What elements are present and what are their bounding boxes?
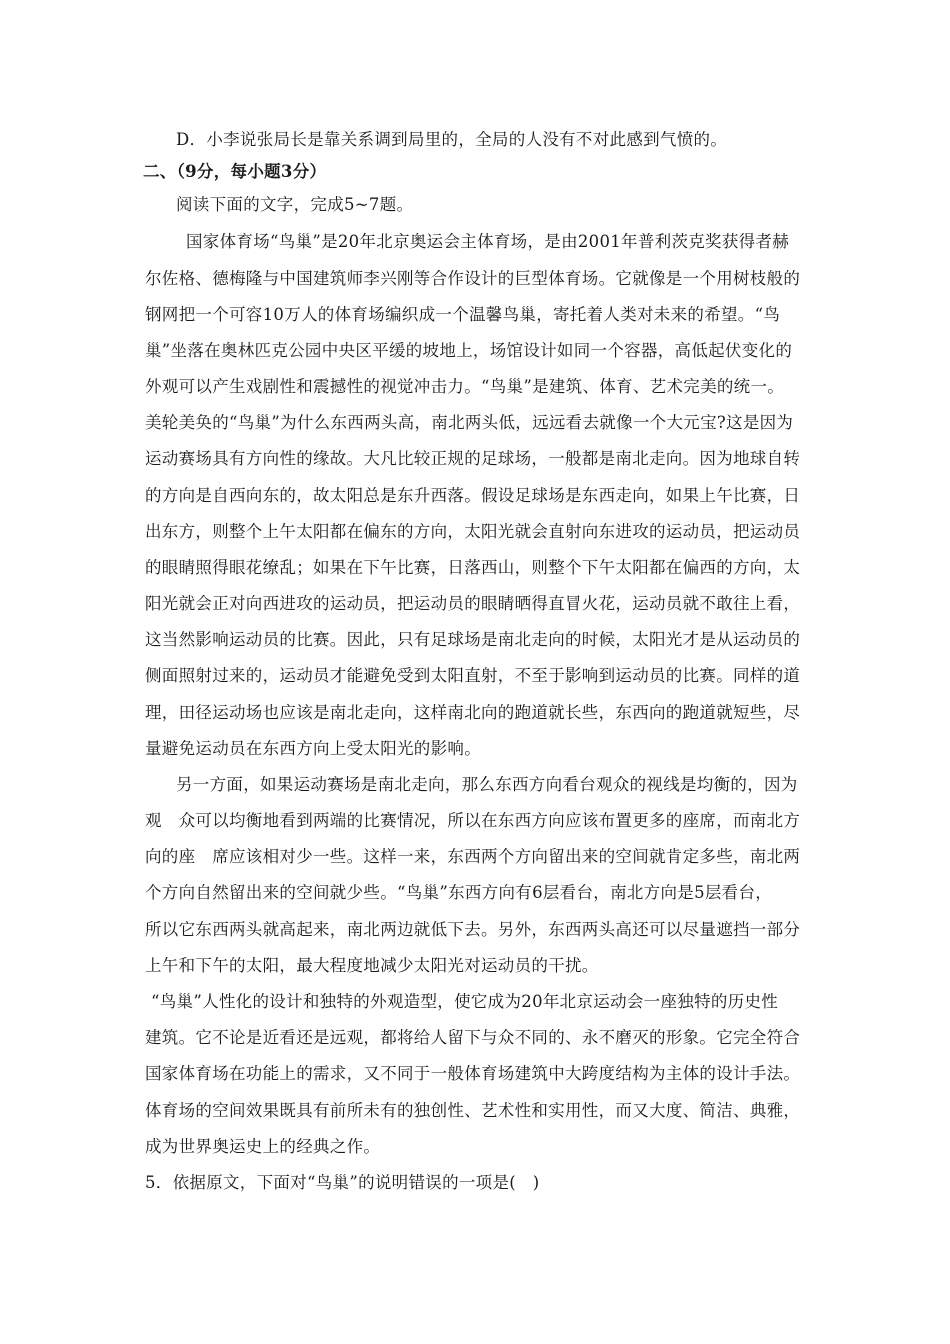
paragraph-line: 成为世界奥运史上的经典之作。 — [145, 1137, 381, 1156]
paragraph-line: 所以它东西两头就高起来，南北两边就低下去。另外，东西两头高还可以尽量遮挡一部分 — [145, 920, 801, 939]
paragraph-line: 国家体育场“鸟巢”是20年北京奥运会主体育场，是由2001年普利茨克奖获得者赫 — [186, 232, 790, 251]
paragraph-line: 建筑。它不论是近看还是远观，都将给人留下与众不同的、永不磨灭的形象。它完全符合 — [145, 1028, 801, 1047]
paragraph-line: 阳光就会正对向西进攻的运动员，把运动员的眼睛晒得直冒火花，运动员就不敢往上看， — [145, 594, 801, 613]
paragraph-line: 观 众可以均衡地看到两端的比赛情况，所以在东西方向应该布置更多的座席，而南北方 — [145, 811, 801, 830]
paragraph-line: 另一方面，如果运动赛场是南北走向，那么东西方向看台观众的视线是均衡的，因为 — [176, 775, 798, 794]
paragraph-line: 国家体育场在功能上的需求，又不同于一般体育场建筑中大跨度结构为主体的设计手法。 — [145, 1064, 801, 1083]
paragraph-line: 尔佐格、德梅隆与中国建筑师李兴刚等合作设计的巨型体育场。它就像是一个用树枝般的 — [145, 269, 801, 288]
paragraph-line: 向的座 席应该相对少一些。这样一来，东西两个方向留出来的空间就肯定多些，南北两 — [145, 847, 801, 866]
paragraph-line: 这当然影响运动员的比赛。因此，只有足球场是南北走向的时候，太阳光才是从运动员的 — [145, 630, 801, 649]
paragraph-line: 运动赛场具有方向性的缘故。大凡比较正规的足球场，一般都是南北走向。因为地球自转 — [145, 449, 801, 468]
instruction: 阅读下面的文字，完成5~7题。 — [176, 195, 414, 214]
option-d: D．小李说张局长是靠关系调到局里的，全局的人没有不对此感到气愤的。 — [176, 130, 728, 149]
paragraph-line: 出东方，则整个上午太阳都在偏东的方向，太阳光就会直射向东进攻的运动员，把运动员 — [145, 522, 801, 541]
paragraph-line: 巢”坐落在奥林匹克公园中央区平缓的坡地上，场馆设计如同一个容器，高低起伏变化的 — [145, 341, 793, 360]
paragraph-line: 的眼睛照得眼花缭乱；如果在下午比赛，日落西山，则整个下午太阳都在偏西的方向，太 — [145, 558, 801, 577]
paragraph-line: 个方向自然留出来的空间就少些。“鸟巢”东西方向有6层看台，南北方向是5层看台， — [145, 883, 773, 902]
paragraph-line: 的方向是自西向东的，故太阳总是东升西落。假设足球场是东西走向，如果上午比赛，日 — [145, 486, 801, 505]
paragraph-line: 理，田径运动场也应该是南北走向，这样南北向的跑道就长些，东西向的跑道就短些，尽 — [145, 703, 801, 722]
paragraph-line: 上午和下午的太阳，最大程度地减少太阳光对运动员的干扰。 — [145, 956, 599, 975]
paragraph-line: 体育场的空间效果既具有前所未有的独创性、艺术性和实用性，而又大度、简洁、典雅， — [145, 1101, 801, 1120]
paragraph-line: “鸟巢”人性化的设计和独特的外观造型，使它成为20年北京运动会一座独特的历史性 — [151, 992, 779, 1011]
paragraph-line: 侧面照射过来的，运动员才能避免受到太阳直射，不至于影响到运动员的比赛。同样的道 — [145, 666, 801, 685]
question-5: 5．依据原文，下面对“鸟巢”的说明错误的一项是( ) — [145, 1173, 540, 1192]
paragraph-line: 外观可以产生戏剧性和震撼性的视觉冲击力。“鸟巢”是建筑、体育、艺术完美的统一。 — [145, 377, 785, 396]
paragraph-line: 量避免运动员在东西方向上受太阳光的影响。 — [145, 739, 481, 758]
paragraph-line: 美轮美奂的“鸟巢”为什么东西两头高，南北两头低，远远看去就像一个大元宝?这是因为 — [145, 413, 794, 432]
paragraph-line: 钢网把一个可容10万人的体育场编织成一个温馨鸟巢，寄托着人类对未来的希望。“鸟 — [145, 305, 781, 324]
section-heading: 二、（9分，每小题3分） — [143, 162, 327, 181]
